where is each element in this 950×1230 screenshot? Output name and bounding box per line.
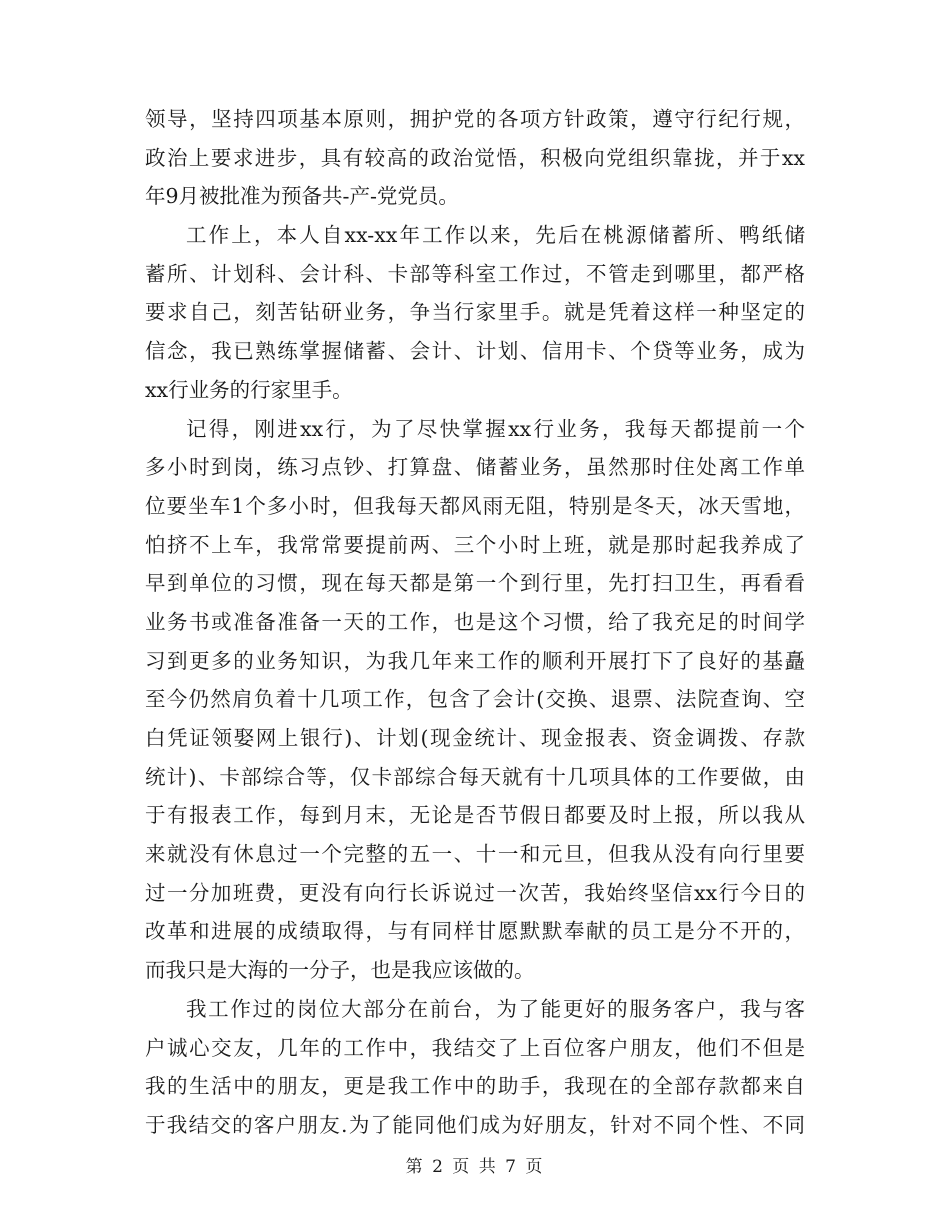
text-line: 于我结交的客户朋友.为了能同他们成为好朋友，针对不同个性、不同 <box>145 1112 805 1137</box>
text-line: 于有报表工作，每到月末，无论是否节假日都要及时上报，所以我从 <box>145 803 805 828</box>
text-line: 多小时到岗，练习点钞、打算盘、储蓄业务，虽然那时住处离工作单 <box>145 455 805 480</box>
text-line: 白凭证领娶网上银行)、计划(现金统计、现金报表、资金调拨、存款 <box>145 726 805 750</box>
paragraph <box>145 100 805 216</box>
text-line: 习到更多的业务知识，为我几年来工作的顺利开展打下了良好的基矗 <box>145 648 805 673</box>
text-line: 我的生活中的朋友，更是我工作中的助手，我现在的全部存款都来自 <box>145 1074 805 1099</box>
text-line: 早到单位的习惯，现在每天都是第一个到行里，先打扫卫生，再看看 <box>145 571 805 596</box>
text-line: 至今仍然肩负着十几项工作，包含了会计(交换、退票、法院查询、空 <box>145 687 805 712</box>
text-line: 蓄所、计划科、会计科、卡部等科室工作过，不管走到哪里，都严格 <box>145 261 805 286</box>
text-line: 信念，我已熟练掌握储蓄、会计、计划、信用卡、个贷等业务，成为 <box>145 339 805 364</box>
text-line: 过一分加班费，更没有向行长诉说过一次苦，我始终坚信xx行今日的 <box>145 880 805 905</box>
text-line: 位要坐车1个多小时，但我每天都风雨无阻，特别是冬天，冰天雪地， <box>145 493 805 518</box>
text-line: 户诚心交友，几年的工作中，我结交了上百位客户朋友，他们不但是 <box>145 1035 805 1060</box>
text-line: 年9月被批准为预备共-产-党党员。 <box>145 184 459 209</box>
text-line: xx行业务的行家里手。 <box>145 377 353 402</box>
text-line: 要求自己，刻苦钻研业务，争当行家里手。就是凭着这样一种坚定的 <box>145 300 805 325</box>
page-number-footer: 第 2 页 共 7 页 <box>405 1157 545 1177</box>
text-line: 统计)、卡部综合等，仅卡部综合每天就有十几项具体的工作要做，由 <box>145 764 805 789</box>
text-line: 记得，刚进xx行，为了尽快掌握xx行业务，我每天都提前一个 <box>186 416 805 441</box>
text-line: 业务书或准备准备一天的工作，也是这个习惯，给了我充足的时间学 <box>145 609 805 634</box>
text-line: 怕挤不上车，我常常要提前两、三个小时上班，就是那时起我养成了 <box>145 532 805 557</box>
text-line: 我工作过的岗位大部分在前台，为了能更好的服务客户，我与客 <box>186 996 805 1021</box>
text-line: 改革和进展的成绩取得，与有同样甘愿默默奉献的员工是分不开的， <box>145 919 805 944</box>
document-body <box>145 100 805 1145</box>
text-line: 而我只是大海的一分子，也是我应该做的。 <box>145 958 535 983</box>
text-line: 领导，坚持四项基本原则，拥护党的各项方针政策，遵守行纪行规， <box>145 107 805 131</box>
paragraph <box>145 990 805 1145</box>
paragraph <box>145 216 805 409</box>
paragraph <box>145 410 805 990</box>
text-line: 来就没有休息过一个完整的五一、十一和元旦，但我从没有向行里要 <box>145 842 805 867</box>
text-line: 工作上，本人自xx-xx年工作以来，先后在桃源储蓄所、鸭纸储 <box>186 223 805 248</box>
text-line: 政治上要求进步，具有较高的政治觉悟，积极向党组织靠拢，并于xx <box>145 145 805 170</box>
